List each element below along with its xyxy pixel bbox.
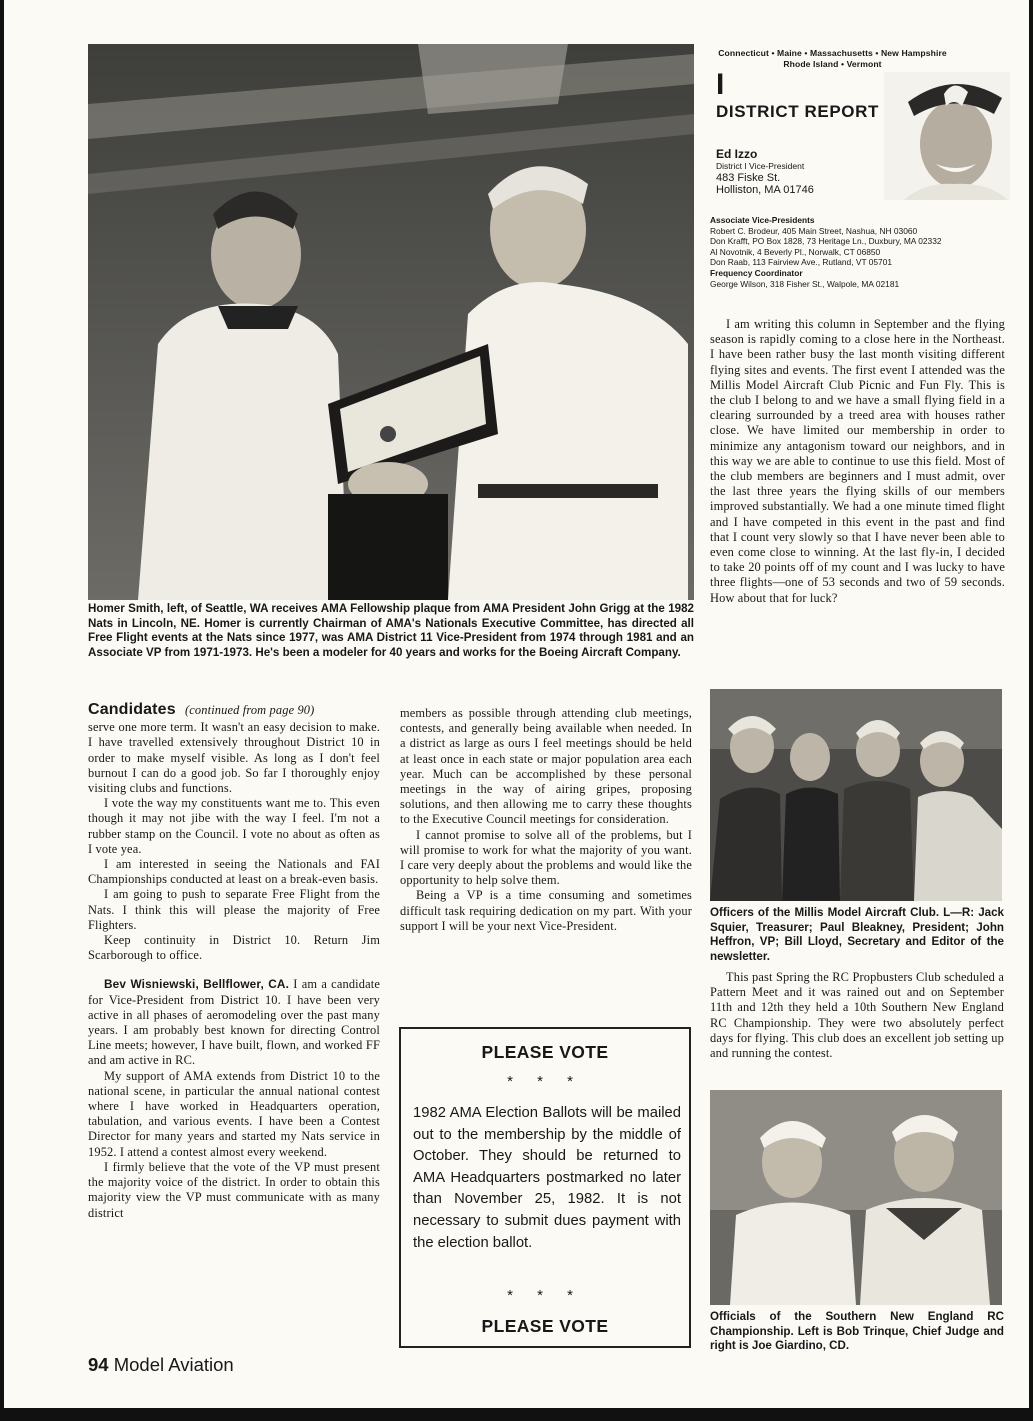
report-column-2	[710, 970, 1004, 1061]
states-line-1: Connecticut • Maine • Massachusetts • New Hampshire	[718, 48, 947, 58]
officials-photo	[710, 1090, 1002, 1305]
candidates-paragraph: Keep continuity in District 10. Return Jim Scarborough to office.	[88, 933, 380, 963]
magazine-page	[4, 0, 1029, 1408]
bev-intro: I am a candidate for Vice-President from District 10. I have been very active in all phases of aeromodeling over the past many years. I am probably best known for directing Control Line meets; however, I have built, flown, and worked FF and am active in RC.	[88, 977, 381, 1068]
vp-address-line-2: Holliston, MA 01746	[716, 184, 814, 196]
vp-contact	[716, 148, 886, 196]
vp-title: District I Vice-President	[716, 161, 805, 171]
assoc-item: Don Raab, 113 Fairview Ave., Rutland, VT 05701	[710, 257, 893, 268]
district-states	[710, 48, 955, 70]
officers-caption: Officers of the Millis Model Aircraft Club. L—R: Jack Squier, Treasurer; Paul Bleakney, President; John Heffron, VP; Bill Lloyd, Secretary and Editor of the newsletter.	[710, 906, 1004, 963]
assoc-item: Al Novotnik, 4 Beverly Pl., Norwalk, CT 06850	[710, 246, 881, 257]
vote-body: 1982 AMA Election Ballots will be mailed out to the membership by the middle of October. They should be returned to AMA Headquarters postmarked no later than November 25, 1982. It is not necessary to submit dues payment with the election ballot.	[413, 1105, 681, 1251]
officials-caption: Officials of the Southern New England RC Championship. Left is Bob Trinque, Chief Judge and right is Joe Giardino, CD.	[710, 1310, 1004, 1353]
candidates-column-1	[88, 702, 380, 1221]
stars-divider-bottom: * * *	[507, 1287, 583, 1304]
candidates-heading-row	[88, 702, 380, 718]
vp-name: Ed Izzo	[716, 147, 758, 161]
stars-divider-top: * * *	[507, 1073, 583, 1090]
candidates-paragraph: members as possible through attending club meetings, contests, and generally being available when needed. In a district as large as ours I feel meetings should be held at least once in each state or major population area each year. Much can be accomplished by these personal meetings in the way of airing gripes, proposing solutions, and then allowing me to carry these thoughts to the Executive Council meetings for consideration.	[400, 706, 692, 827]
portrait-photo-icon	[884, 72, 1010, 200]
main-photo	[88, 44, 694, 600]
candidates-paragraph: I am interested in seeing the Nationals and FAI Championships conducted at least on a break-even basis.	[88, 857, 380, 887]
page-footer	[88, 1354, 234, 1376]
please-vote-box	[399, 1027, 691, 1348]
states-line-2: Rhode Island • Vermont	[783, 59, 882, 69]
officials-photo-icon	[710, 1090, 1002, 1305]
vp-address-line-1: 483 Fiske St.	[716, 172, 781, 184]
continued-note: (continued from page 90)	[185, 703, 315, 717]
candidates-paragraph: Being a VP is a time consuming and sometimes difficult task requiring dedication on my part. With your support I will be your next Vice-President.	[400, 888, 692, 933]
candidates-paragraph: I cannot promise to solve all of the problems, but I will promise to work for what the majority of you want. I care very deeply about the problems and would like the opportunity to help solve them.	[400, 827, 692, 888]
report-column	[710, 317, 1005, 606]
bev-paragraph	[88, 977, 380, 1068]
assoc-label: Associate Vice-Presidents	[710, 215, 815, 225]
candidates-paragraph: serve one more term. It wasn't an easy decision to make. I have travelled extensively throughout District 10 in order to make myself visible. As long as I don't feel burnout I can do a good job. So far I thoroughly enjoy visiting clubs and functions.	[88, 720, 380, 796]
vote-title-bottom: PLEASE VOTE	[481, 1316, 609, 1336]
officers-photo-icon	[710, 689, 1002, 901]
district-number: I	[716, 68, 725, 101]
handshake-photo-icon	[88, 44, 694, 600]
candidates-heading: Candidates	[88, 701, 176, 718]
candidates-column-2	[400, 706, 692, 934]
vote-title-top: PLEASE VOTE	[481, 1042, 609, 1062]
district-report-title: DISTRICT REPORT	[716, 102, 879, 121]
associate-vps	[710, 215, 1012, 289]
candidates-paragraph: I am going to push to separate Free Flight from the Nats. I think this will please the majority of Free Flighters.	[88, 887, 380, 932]
main-photo-caption: Homer Smith, left, of Seattle, WA receives AMA Fellowship plaque from AMA President John Grigg at the 1982 Nats in Lincoln, NE. Homer is currently Chairman of AMA's Nationals Executive Committee, has directed all Free Flight events at the Nats since 1977, was AMA District 11 Vice-President from 1974 through 1981 and an Associate VP from 1971-1973. He's been a modeler for 40 years and works for the Boeing Aircraft Company.	[88, 602, 694, 659]
freq-coordinator: George Wilson, 318 Fisher St., Walpole, MA 02181	[710, 278, 900, 289]
magazine-name: Model Aviation	[113, 1354, 234, 1375]
candidates-paragraph: I vote the way my constituents want me to. This even though it may not jibe with the way I feel. I'm not a rubber stamp on the Council. I vote no about as often as I vote yea.	[88, 796, 380, 856]
bev-name: Bev Wisniewski, Bellflower, CA.	[104, 977, 290, 992]
club-officers-photo	[710, 689, 1002, 901]
assoc-item: Robert C. Brodeur, 405 Main Street, Nashua, NH 03060	[710, 225, 918, 236]
page-number: 94	[88, 1354, 109, 1375]
candidates-paragraph: My support of AMA extends from District 10 to the national scene, in particular the annual national contest where I have worked in Headquarters operation, tabulation, and various events. I have been a Contest Director for many years and started my Nats service in 1952. I attend a contest almost every weekend.	[88, 1068, 380, 1159]
report-paragraph-1: I am writing this column in September and the flying season is rapidly coming to a close here in the Northeast. I have been rather busy the last month visiting different flying sites and events. The first event I attended was the Millis Model Aircraft Club Picnic and Fun Fly. This is the club I belong to and we have a small flying field in a clearing surrounded by a treed area with houses rather close. We have limited our membership in order to minimize any antagonism toward our neighbors, and in this way we are able to continue to use this field. Most of the club members are beginners and I must admit, over the last three years the flying skills of our members improved substantially. We had a one minute timed flight and I have competed in this event in the past and find that I count very slowly so that I have never been able to even come close to winning. At the last fly-in, I decided to take 20 points off of my count and I was lucky to have three flights—one of 53 seconds and two of 59 seconds. How about that for luck?	[710, 317, 1005, 605]
report-paragraph-2: This past Spring the RC Propbusters Club scheduled a Pattern Meet and it was rained out and on September 11th and 12th they held a 10th Southern New England RC Championship. They were two absolutely perfect days for flying. This club does an excellent job setting up and running the contest.	[710, 970, 1004, 1061]
assoc-item: Don Krafft, PO Box 1828, 73 Heritage Ln., Duxbury, MA 02332	[710, 236, 942, 247]
candidates-paragraph: I firmly believe that the vote of the VP must present the majority voice of the district. In order to obtain this majority view the VP must communicate with as many district	[88, 1159, 380, 1220]
vp-portrait	[884, 72, 1010, 200]
freq-label: Frequency Coordinator	[710, 267, 803, 278]
